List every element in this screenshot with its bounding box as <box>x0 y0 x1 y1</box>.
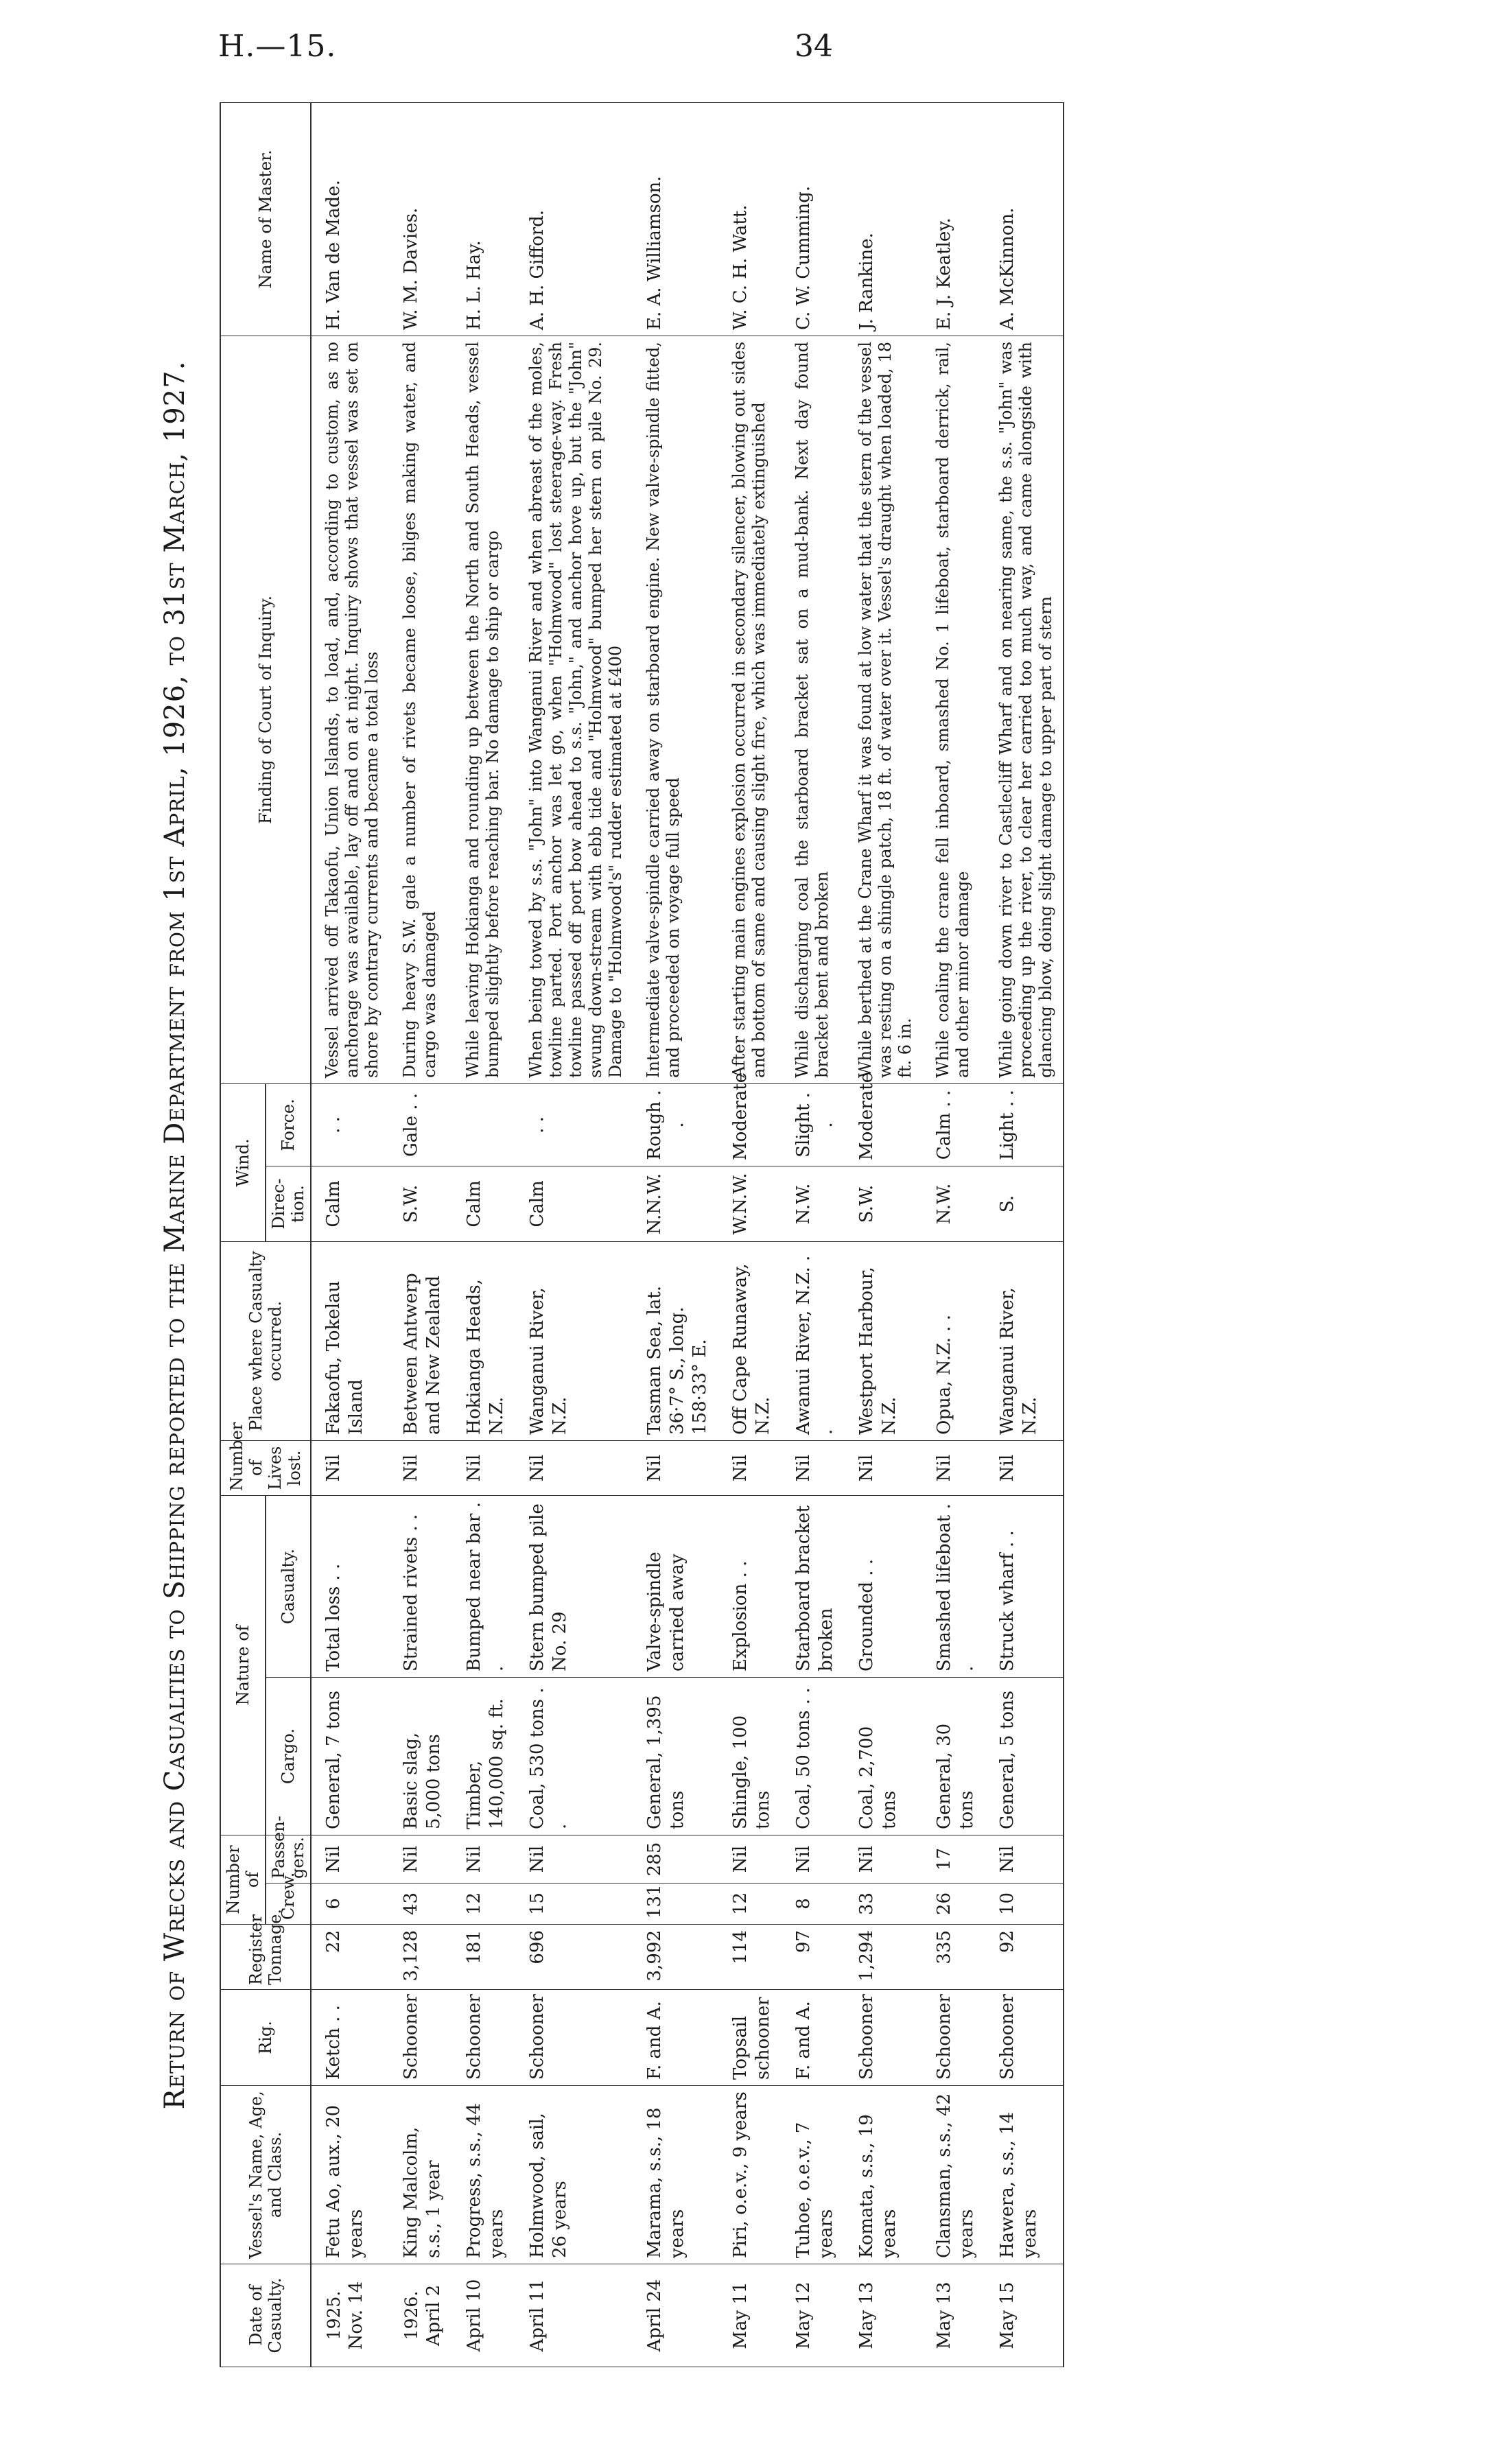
cell-finding: While going down river to Castlecliff Wharf and on nearing same, the s.s. "John" was proceeding up the river, to clear her carried too much way, and came alongside with glancing blow, doing slight damage to upper part of stern <box>985 336 1064 1083</box>
cell-tonnage: 92 <box>985 1925 1064 1990</box>
cell-crew: 43 <box>389 1884 452 1925</box>
header-passengers: Passen-gers. <box>266 1835 311 1884</box>
cell-date: May 12 <box>782 2264 845 2367</box>
page-number: 34 <box>795 29 833 64</box>
cell-master: E. J. Keatley. <box>922 102 985 336</box>
cell-crew: 15 <box>515 1884 633 1925</box>
cell-wind-force: Light . . <box>985 1083 1064 1166</box>
page-identifier: H.—15. <box>218 29 337 64</box>
header-finding: Finding of Court of Inquiry. <box>220 336 311 1083</box>
cell-vessel: Clansman, s.s., 42 years <box>922 2086 985 2264</box>
cell-passengers: Nil <box>718 1835 782 1884</box>
cell-cargo: General, 7 tons <box>311 1678 389 1835</box>
cell-date: 1925. Nov. 14 <box>311 2264 389 2367</box>
cell-cargo: General, 30 tons <box>922 1678 985 1835</box>
cell-wind-force <box>452 1083 515 1166</box>
table-row <box>633 102 718 2367</box>
rotated-table-sheet <box>144 103 1365 2367</box>
cell-master: W. M. Davies. <box>389 102 452 336</box>
cell-lives-lost: Nil <box>845 1440 922 1495</box>
cell-lives-lost: Nil <box>718 1440 782 1495</box>
cell-wind-force: . . <box>311 1083 389 1166</box>
cell-passengers: Nil <box>515 1835 633 1884</box>
cell-passengers: Nil <box>782 1835 845 1884</box>
cell-casualty: Stern bumped pile No. 29 <box>515 1495 633 1677</box>
cell-cargo: General, 5 tons <box>985 1678 1064 1835</box>
cell-cargo: General, 1,395 tons <box>633 1678 718 1835</box>
cell-place: Fakaofu, Tokelau Island <box>311 1241 389 1440</box>
cell-master: A. H. Gifford. <box>515 102 633 336</box>
cell-cargo: Shingle, 100 tons <box>718 1678 782 1835</box>
cell-rig: Schooner <box>922 1990 985 2086</box>
cell-date: April 10 <box>452 2264 515 2367</box>
cell-crew: 12 <box>452 1884 515 1925</box>
table-row <box>782 102 845 2367</box>
cell-finding: Vessel arrived off Takaofu, Union Islands, to load, and, according to custom, as no anchorage was available, lay off and on at night. Inquiry shows that vessel was set on shore by contrary currents and became a total loss <box>311 336 389 1083</box>
cell-finding: While discharging coal the starboard bracket sat on a mud-bank. Next day found bracket bent and broken <box>782 336 845 1083</box>
cell-tonnage: 181 <box>452 1925 515 1990</box>
cell-cargo: Coal, 50 tons . . <box>782 1678 845 1835</box>
header-vessel: Vessel's Name, Age, and Class. <box>220 2086 311 2264</box>
cell-cargo: Timber, 140,000 sq. ft. <box>452 1678 515 1835</box>
header-tonnage: Register Tonnage. <box>220 1925 311 1990</box>
cell-crew: 10 <box>985 1884 1064 1925</box>
cell-wind-force: Slight . . <box>782 1083 845 1166</box>
cell-wind-force: Gale . . <box>389 1083 452 1166</box>
cell-finding: While leaving Hokianga and rounding up between the North and South Heads, vessel bumped slightly before reaching bar. No damage to ship or cargo <box>452 336 515 1083</box>
cell-rig: Schooner <box>515 1990 633 2086</box>
header-cargo: Cargo. <box>266 1678 311 1835</box>
cell-place: Between Antwerp and New Zealand <box>389 1241 452 1440</box>
table-row <box>311 102 389 2367</box>
cell-vessel: Fetu Ao, aux., 20 years <box>311 2086 389 2264</box>
cell-date: 1926. April 2 <box>389 2264 452 2367</box>
cell-master: C. W. Cumming. <box>782 102 845 336</box>
cell-wind-force: . . <box>515 1083 633 1166</box>
cell-master: H. Van de Made. <box>311 102 389 336</box>
cell-casualty: Valve-spindle carried away <box>633 1495 718 1677</box>
cell-date: May 11 <box>718 2264 782 2367</box>
header-crew: Crew. <box>266 1884 311 1925</box>
cell-rig: F. and A. <box>633 1990 718 2086</box>
cell-vessel: Holmwood, sail, 26 years <box>515 2086 633 2264</box>
header-direction: Direc-tion. <box>266 1166 311 1241</box>
header-nature-of: Nature of <box>220 1495 266 1835</box>
header-date: Date of Casualty. <box>220 2264 311 2367</box>
cell-wind-direction: N.W. <box>782 1166 845 1241</box>
cell-master: E. A. Williamson. <box>633 102 718 336</box>
cell-wind-direction: S.W. <box>389 1166 452 1241</box>
table-row <box>845 102 922 2367</box>
header-casualty: Casualty. <box>266 1495 311 1677</box>
cell-lives-lost: Nil <box>311 1440 389 1495</box>
cell-vessel: Piri, o.e.v., 9 years <box>718 2086 782 2264</box>
cell-wind-force: Rough . . <box>633 1083 718 1166</box>
cell-tonnage: 3,128 <box>389 1925 452 1990</box>
cell-cargo: Coal, 530 tons . . <box>515 1678 633 1835</box>
cell-rig: F. and A. <box>782 1990 845 2086</box>
header-lives-lost: Number of Lives lost. <box>220 1440 311 1495</box>
cell-rig: Ketch . . <box>311 1990 389 2086</box>
table-row <box>922 102 985 2367</box>
cell-passengers: Nil <box>452 1835 515 1884</box>
cell-wind-force: Calm . . <box>922 1083 985 1166</box>
cell-tonnage: 114 <box>718 1925 782 1990</box>
cell-vessel: King Malcolm, s.s., 1 year <box>389 2086 452 2264</box>
table-row <box>718 102 782 2367</box>
cell-tonnage: 696 <box>515 1925 633 1990</box>
cell-place: Awanui River, N.Z. . . <box>782 1241 845 1440</box>
cell-wind-direction: Calm <box>515 1166 633 1241</box>
cell-passengers: Nil <box>845 1835 922 1884</box>
cell-place: Wanganui River, N.Z. <box>515 1241 633 1440</box>
cell-finding: Intermediate valve-spindle carried away on starboard engine. New valve-spindle fitted, and proceeded on voyage full speed <box>633 336 718 1083</box>
cell-casualty: Explosion . . <box>718 1495 782 1677</box>
cell-wind-direction: Calm <box>311 1166 389 1241</box>
cell-wind-force: Moderate <box>718 1083 782 1166</box>
cell-passengers: 17 <box>922 1835 985 1884</box>
cell-finding: While coaling the crane fell inboard, smashed No. 1 lifeboat, starboard derrick, rail, and other minor damage <box>922 336 985 1083</box>
cell-tonnage: 335 <box>922 1925 985 1990</box>
cell-date: May 15 <box>985 2264 1064 2367</box>
cell-passengers: Nil <box>985 1835 1064 1884</box>
cell-place: Hokianga Heads, N.Z. <box>452 1241 515 1440</box>
cell-passengers: Nil <box>311 1835 389 1884</box>
cell-master: J. Rankine. <box>845 102 922 336</box>
cell-lives-lost: Nil <box>985 1440 1064 1495</box>
cell-master: W. C. H. Watt. <box>718 102 782 336</box>
cell-wind-direction: S.W. <box>845 1166 922 1241</box>
cell-date: May 13 <box>845 2264 922 2367</box>
cell-crew: 8 <box>782 1884 845 1925</box>
header-master: Name of Master. <box>220 102 311 336</box>
table-row <box>389 102 452 2367</box>
cell-vessel: Komata, s.s., 19 years <box>845 2086 922 2264</box>
cell-date: April 11 <box>515 2264 633 2367</box>
header-rig: Rig. <box>220 1990 311 2086</box>
cell-finding: While berthed at the Crane Wharf it was found at low water that the stern of the vessel was resting on a shingle patch, 18 ft. of water over it. Vessel's draught when loaded, 18 ft. 6 in. <box>845 336 922 1083</box>
cell-tonnage: 22 <box>311 1925 389 1990</box>
cell-crew: 26 <box>922 1884 985 1925</box>
cell-lives-lost: Nil <box>633 1440 718 1495</box>
cell-wind-direction: Calm <box>452 1166 515 1241</box>
cell-rig: Schooner <box>389 1990 452 2086</box>
cell-casualty: Bumped near bar . . <box>452 1495 515 1677</box>
cell-place: Westport Harbour, N.Z. <box>845 1241 922 1440</box>
cell-date: May 13 <box>922 2264 985 2367</box>
cell-casualty: Smashed lifeboat . . <box>922 1495 985 1677</box>
cell-tonnage: 3,992 <box>633 1925 718 1990</box>
header-number-of: Number of <box>220 1835 266 1925</box>
header-row-top <box>220 102 266 2367</box>
cell-passengers: Nil <box>389 1835 452 1884</box>
cell-cargo: Basic slag, 5,000 tons <box>389 1678 452 1835</box>
cell-casualty: Starboard bracket broken <box>782 1495 845 1677</box>
table-row <box>452 102 515 2367</box>
cell-finding: During heavy S.W. gale a number of rivets became loose, bilges making water, and cargo was damaged <box>389 336 452 1083</box>
cell-rig: Schooner <box>985 1990 1064 2086</box>
cell-vessel: Tuhoe, o.e.v., 7 years <box>782 2086 845 2264</box>
cell-crew: 12 <box>718 1884 782 1925</box>
cell-master: H. L. Hay. <box>452 102 515 336</box>
cell-casualty: Struck wharf . . <box>985 1495 1064 1677</box>
cell-tonnage: 97 <box>782 1925 845 1990</box>
cell-casualty: Total loss . . <box>311 1495 389 1677</box>
cell-wind-direction: N.W. <box>922 1166 985 1241</box>
cell-crew: 33 <box>845 1884 922 1925</box>
cell-casualty: Strained rivets . . <box>389 1495 452 1677</box>
cell-passengers: 285 <box>633 1835 718 1884</box>
cell-place: Opua, N.Z. . . <box>922 1241 985 1440</box>
cell-place: Off Cape Runaway, N.Z. <box>718 1241 782 1440</box>
cell-wind-direction: S. <box>985 1166 1064 1241</box>
cell-rig: Topsail schooner <box>718 1990 782 2086</box>
cell-wind-direction: W.N.W. <box>718 1166 782 1241</box>
header-wind: Wind. <box>220 1083 266 1241</box>
table-row <box>985 102 1064 2367</box>
header-place: Place where Casualty occurred. <box>220 1241 311 1440</box>
cell-place: Tasman Sea, lat. 36·7° S., long. 158·33° E. <box>633 1241 718 1440</box>
document-title: Return of Wrecks and Casualties to Shipping reported to the Marine Department from 1st April, 1926, to 31st March, 1927. <box>159 360 191 2110</box>
cell-rig: Schooner <box>452 1990 515 2086</box>
cell-vessel: Marama, s.s., 18 years <box>633 2086 718 2264</box>
cell-lives-lost: Nil <box>452 1440 515 1495</box>
cell-wind-direction: N.N.W. <box>633 1166 718 1241</box>
cell-crew: 6 <box>311 1884 389 1925</box>
cell-date: April 24 <box>633 2264 718 2367</box>
cell-vessel: Hawera, s.s., 14 years <box>985 2086 1064 2264</box>
cell-master: A. McKinnon. <box>985 102 1064 336</box>
cell-crew: 131 <box>633 1884 718 1925</box>
cell-casualty: Grounded . . <box>845 1495 922 1677</box>
cell-vessel: Progress, s.s., 44 years <box>452 2086 515 2264</box>
cell-finding: When being towed by s.s. "John" into Wanganui River and when abreast of the moles, towline parted. Port anchor was let go, when "Holmwood" lost steerage-way. Fresh towline passed off port bow ahead to s.s. "John," and anchor hove up, but the "John" swung down-stream with ebb tide and "Holmwood" bumped her stern on pile No. 29. Damage to "Holmwood's" rudder estimated at £400 <box>515 336 633 1083</box>
table-row <box>515 102 633 2367</box>
header-force: Force. <box>266 1083 311 1166</box>
cell-wind-force: Moderate <box>845 1083 922 1166</box>
cell-finding: After starting main engines explosion occurred in secondary silencer, blowing out sides and bottom of same and causing slight fire, which was immediately extinguished <box>718 336 782 1083</box>
cell-tonnage: 1,294 <box>845 1925 922 1990</box>
cell-lives-lost: Nil <box>922 1440 985 1495</box>
cell-lives-lost: Nil <box>782 1440 845 1495</box>
cell-lives-lost: Nil <box>515 1440 633 1495</box>
cell-cargo: Coal, 2,700 tons <box>845 1678 922 1835</box>
cell-rig: Schooner <box>845 1990 922 2086</box>
cell-lives-lost: Nil <box>389 1440 452 1495</box>
cell-place: Wanganui River, N.Z. <box>985 1241 1064 1440</box>
casualty-table <box>220 102 1064 2367</box>
